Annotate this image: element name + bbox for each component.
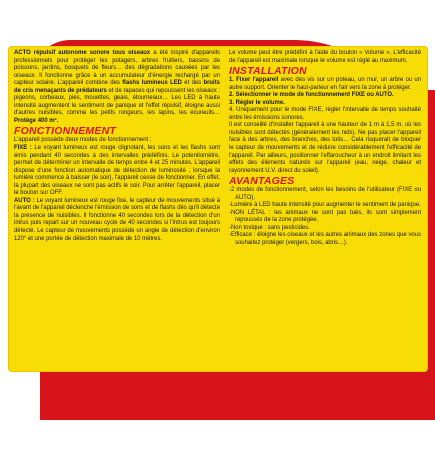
intro-cris: bruits de cris menaçants de prédateurs (14, 80, 220, 94)
brand-name: ACTO (14, 50, 31, 56)
installation-step-4: 4. Uniquement pour le mode FIXE, régler l'intervalle de temps souhaité entre les émissions sonores. (229, 107, 421, 121)
installation-advice: Il est conseillé d'installer l'appareil à une hauteur de 1 m à 1,5 m, où les nuisibles sont détectés (généralement les nids). Ne pas placer l'appareil face à des arbres, des branches, des toits… Cela risquerait de bloquer le capteur de mouvements et de réduire considérablement l'efficacité de l'appareil. Par ailleurs, positionner l'effaroucheur à un endroit limitant les effets des éléments naturels sur l'appareil (eau, neige, chaleur et rayonnement U.V. direct du soleil). (229, 122, 421, 174)
avantage-item: -NON LÉTAL : les animaux ne sont pas tués, ils sont simplement repoussés de la zone protégée. (229, 209, 421, 224)
avantage-item: -Non toxique : sans pesticides. (229, 224, 310, 231)
avantage-item: -Lumière à LED haute intensité pour augmenter le sentiment de panique. (229, 202, 421, 209)
intro-text-3: et de rapaces qui repoussent les oiseaux : pigeons, corbeaux, pies, mouettes, geais, étourneaux… Les LED à haute intensité augmentent le sentiment de panique et l'effet répulsif, éloigne aussi d'autres nuisibles, comme les petits rongeurs, les lapins, les écureuils… (14, 87, 220, 117)
fonctionnement-fixe (14, 145, 220, 198)
left-column (14, 50, 220, 243)
product-description-panel (8, 46, 428, 372)
intro-protege: Protège 400 m². (14, 117, 59, 124)
intro-lead: répulsif autonome sonore tous oiseaux (33, 50, 151, 56)
intro-paragraph (14, 50, 220, 125)
intro-flash: flashs lumineux LED (122, 80, 182, 87)
fixe-text: Le voyant lumineux est rouge clignotant, les sons et les flashs sont émis pendant 40 secondes à des intervalles prédéfinis. Le potentiomètre, permet de déterminer un intervalle de temps entre 4 et 25 minutes. L'appareil dispose d'une fonction automatique de détection de luminosité ; lorsque la lumière commence à baisser (le soir), l'appareil cesse de fonctionner. En effet, la plupart des oiseaux ne sont pas actifs le soir. Pour arrêter l'appareil, placer le bouton sur OFF. (14, 145, 220, 197)
avantage-item: -Efficace : éloigne les oiseaux et les autres animaux des zones que vous souhaitez protéger (vergers, bois, abris…). (229, 232, 421, 247)
intro-text-1: a été inspiré d'appareils professionnels pour protéger les potagers, arbres fruitiers, bassins de poissons, jardins, bosquets de fleurs… des dégradations causées par les oiseaux. Il fonctionne grâce à un accumulateur d'énergie rechargé par un capteur solaire. L'appareil combine des (14, 50, 221, 87)
step-1-label: 1. Fixer l'appareil (229, 77, 279, 84)
installation-step-3: 3. Régler le volume. (229, 99, 285, 106)
auto-text: Le voyant lumineux est rouge fixe, le capteur de mouvements situé à l'avant de l'appareil déclenche l'émission de sons et de flashs dès qu'il détecte la présence de nuisibles. Il fonctionne 40 secondes lors de la détection d'un intrus puis repart sur un nouveau cycle de 40 secondes si l'intrus est toujours détecté. Le capteur de mouvements possède un angle de détection d'environ 120° et une portée de détection maximale de 10 mètres. (14, 197, 221, 242)
intro-text-2: et des (181, 80, 204, 87)
auto-label: AUTO : (14, 197, 35, 204)
fonctionnement-auto (14, 198, 220, 243)
step-1-text: avec des vis sur un poteau, un mur, un arbre ou un autre support. Orienter le haut-parleur en l'air vers la zone à protéger. (229, 77, 422, 91)
avantages-heading: AVANTAGES (229, 175, 295, 188)
installation-step-1 (229, 77, 421, 92)
fixe-label: FIXE : (14, 145, 32, 152)
installation-step-2: 2. Sélectionner le mode de fonctionnement FIXE ou AUTO. (229, 92, 394, 99)
installation-heading: INSTALLATION (229, 65, 307, 78)
fonctionnement-heading: FONCTIONNEMENT (14, 125, 116, 138)
fonctionnement-intro: L'appareil possède deux modes de fonctionnement : (14, 137, 152, 144)
avantage-item: -2 modes de fonctionnement, selon les besoins de l'utilisateur (FIXE ou AUTO). (229, 187, 421, 201)
volume-paragraph: Le volume peut être prédéfini à l'aide du bouton « Volume ». L'efficacité de l'appareil est maximale lorsque le volume est réglé au maximum. (229, 50, 421, 64)
right-column (229, 50, 421, 248)
